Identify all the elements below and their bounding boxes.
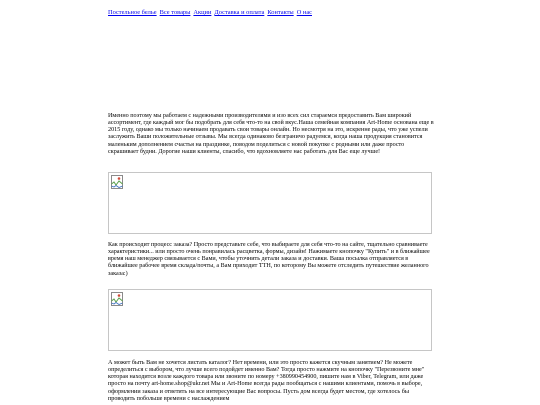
callback-paragraph: А может быть Вам не хочется листать каталог? Нет времени, или это просто кажется скучным занятием? Не можете определиться с выбором, что лучше всего подойдет именно Вам? Тогда просто нажмите на кнопочку "Перезвоните мне" которая находится возле каждого товара или звоните по номеру +380990454900, пишите нам в Viber, Telegram, или даже просто на почту art-home.shop@ukr.net Мы и Art-Home всегда рады пообщаться с нашими клиентами, помочь в выборе, оформлении заказа и ответить на все интересующие Вас вопросы. Пусть дом всегда будет местом, где хотелось бы проводить побольше времени с наслаждением bbox=[108, 360, 425, 402]
nav-link-bedding[interactable]: Постельное белье bbox=[108, 9, 157, 16]
broken-image-1 bbox=[108, 172, 432, 234]
broken-image-2 bbox=[108, 289, 432, 351]
nav-link-all-products[interactable]: Все товары bbox=[159, 9, 191, 16]
order-process-paragraph: Как происходит процесс заказа? Просто представьте себе, что выбираете для себя что-то на сайте, тщательно сравниваете характеристики... или просто очень понравилась расцветка, формы, дизайн! Нажимаете кнопочку "Купить" и в ближайшее время наш менеджер связывается с Вами, чтобы уточнить детали заказа и доставки. Ваша посылка отправляется в ближайшее рабочее время склада/почты, а Вам приходит ТТН, по которому Вы можете отследить путешествие желанного заказа:) bbox=[108, 242, 430, 277]
broken-image-icon bbox=[111, 292, 123, 306]
nav-link-promotions[interactable]: Акции bbox=[193, 9, 212, 16]
nav-link-about[interactable]: О нас bbox=[296, 9, 312, 16]
broken-image-icon bbox=[111, 175, 123, 189]
nav-link-delivery-payment[interactable]: Доставка и оплата bbox=[214, 9, 265, 16]
nav-link-contacts[interactable]: Контакты bbox=[267, 9, 294, 16]
top-nav bbox=[108, 9, 313, 17]
about-paragraph: Именно поэтому мы работаем с надежными производителями и изо всех сил стараемся предоставить Вам широкий ассортимент, где каждый мог бы подобрать для себя что-то на свой вкус.Наша семейная компания Art-Home основана еще в 2015 году, однако мы только начинаем продавать свои товары онлайн. Но несмотря на это, искренне рады, что уже успели заслужить Ваши положительные отзывы. Мы всегда одинаково безграничо радуемся, когда наша продукция становится маленьким дополнением счастья на праздинке, поводом поделиться с новой покупке с родными или даже просто скрашивает будни. Дорогие наши клиенты, спасибо, что вдохновляете нас работать для Вас еще лучше! bbox=[108, 113, 434, 155]
